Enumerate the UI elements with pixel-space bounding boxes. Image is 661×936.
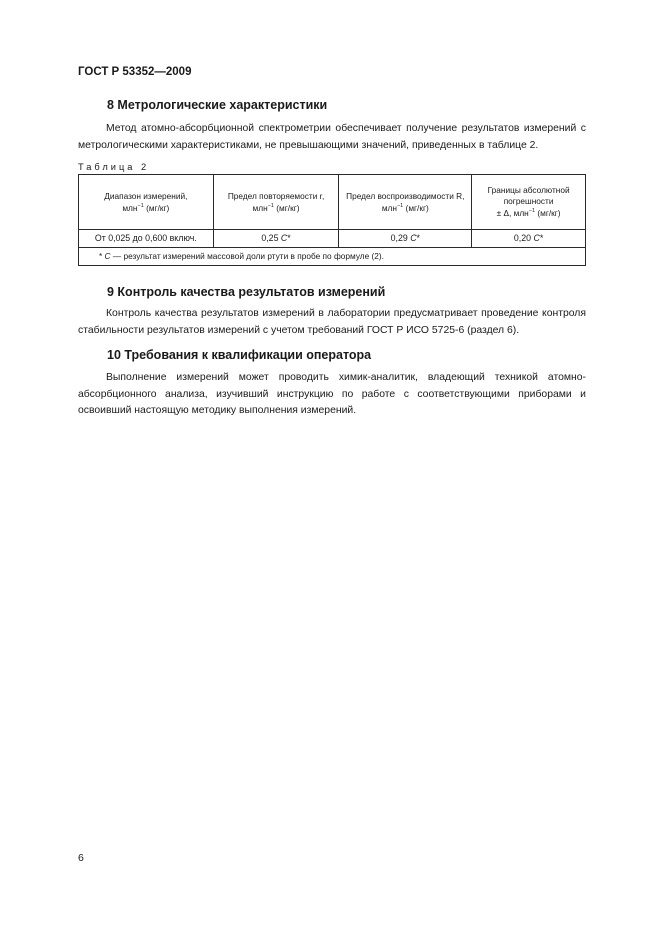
header-reproducibility-label: Предел воспроизводимости R, <box>346 190 465 201</box>
cell-reproducibility <box>339 230 472 248</box>
header-error-limits <box>472 175 586 230</box>
header-range <box>79 175 214 230</box>
cell-reproducibility-mark: * <box>416 233 420 244</box>
cell-error-limits-value: 0,20 <box>513 233 532 244</box>
document-header: ГОСТ Р 53352—2009 <box>78 66 192 78</box>
cell-range: От 0,025 до 0,600 включ. <box>79 230 214 248</box>
cell-error-limits-mark: * <box>539 233 544 244</box>
header-repeatability-tail: (мг/кг) <box>273 203 300 213</box>
section-9-paragraph: Контроль качества результатов измерений в лаборатории предусматривает проведение контроля стабильности результатов измерений с учетом требований ГОСТ Р ИСО 5725-6 (раздел 6). <box>78 308 586 336</box>
footnote-text: — результат измерений массовой доли ртути в пробе по формуле (2). <box>110 251 384 262</box>
header-error-limits-label: Границы абсолютной погрешности <box>487 185 570 206</box>
cell-reproducibility-symbol: C <box>410 233 417 244</box>
cell-repeatability-symbol: C <box>280 233 288 244</box>
header-error-limits-unit: ± Δ, млн <box>496 208 529 219</box>
section-9-heading: 9 Контроль качества результатов измерений <box>107 285 386 299</box>
header-repeatability-sup: −1 <box>267 203 274 209</box>
footnote-mark: * <box>99 251 103 262</box>
header-reproducibility <box>339 175 472 230</box>
header-range-sup: −1 <box>137 203 144 209</box>
table-footnote-row <box>79 248 586 266</box>
header-repeatability-unit: млн <box>252 203 268 213</box>
section-8-heading: 8 Метрологические характеристики <box>107 98 328 112</box>
header-range-unit: млн <box>122 203 138 213</box>
cell-repeatability-mark: * <box>287 233 291 244</box>
section-10-heading: 10 Требования к квалификации оператора <box>107 348 372 362</box>
header-reproducibility-unit: млн <box>381 203 397 213</box>
cell-repeatability-value: 0,25 <box>261 233 279 244</box>
cell-error-limits-symbol: C <box>533 233 540 244</box>
table-footnote <box>79 248 586 266</box>
header-repeatability-label: Предел повторяемости r, <box>227 190 325 201</box>
header-range-label: Диапазон измерений, <box>104 190 188 201</box>
header-error-limits-sup: −1 <box>528 208 536 215</box>
table-caption: Таблица 2 <box>78 162 150 172</box>
metrological-table <box>78 174 586 266</box>
cell-error-limits <box>472 230 586 248</box>
table-row <box>79 230 586 248</box>
footnote-symbol: C <box>104 251 111 262</box>
cell-repeatability <box>213 230 339 248</box>
header-error-limits-tail: (мг/кг) <box>535 208 561 219</box>
header-repeatability <box>213 175 339 230</box>
cell-reproducibility-value: 0,29 <box>390 233 408 244</box>
section-8-paragraph: Метод атомно-абсорбционной спектрометрии обеспечивает получение результатов измерений с метрологическими характеристиками, не превышающими значений, приведенных в таблице 2. <box>78 123 586 151</box>
header-reproducibility-tail: (мг/кг) <box>403 203 429 213</box>
page-number: 6 <box>78 852 84 864</box>
header-reproducibility-sup: −1 <box>396 203 404 209</box>
section-10-paragraph: Выполнение измерений может проводить химик-аналитик, владеющий техникой атомно-абсорбционного анализа, изучивший инструкцию по работе с соответствующими приборами и освоивший настоящую методику выполнения измерений. <box>78 372 586 416</box>
header-range-tail: (мг/кг) <box>143 203 170 213</box>
